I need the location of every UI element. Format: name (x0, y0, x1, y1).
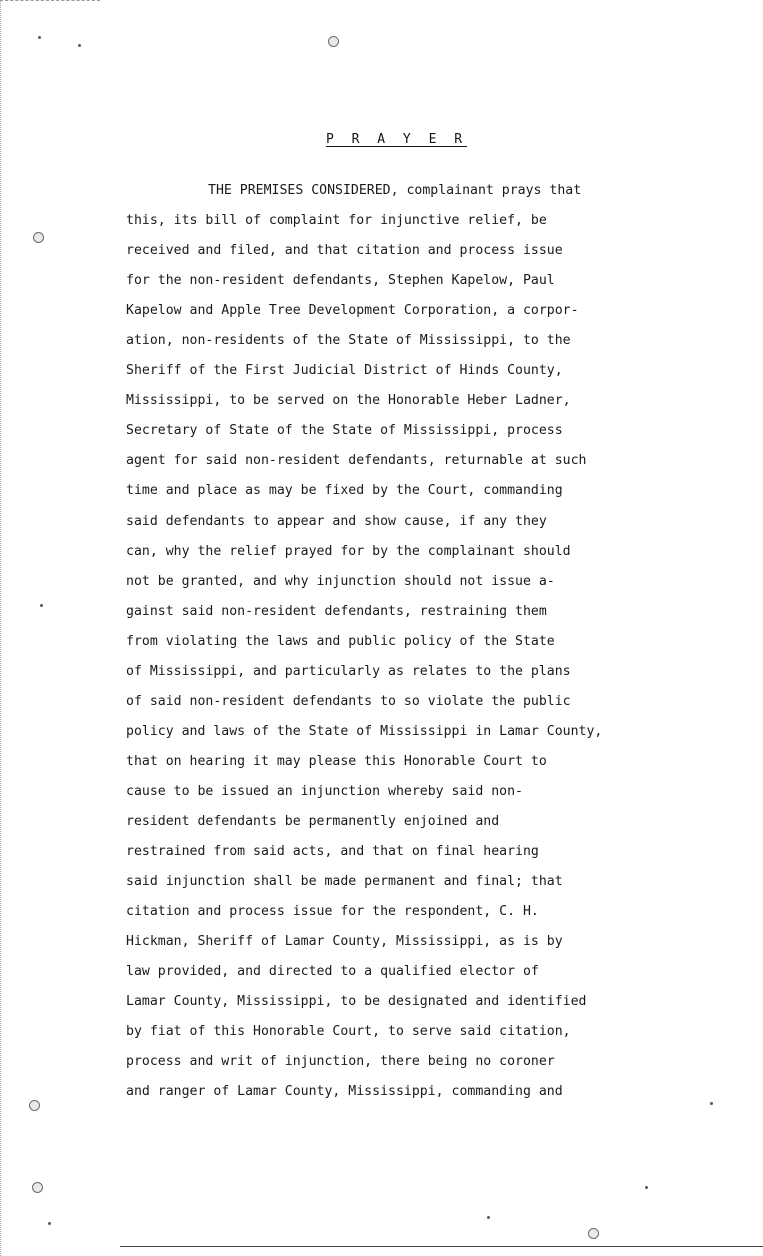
scan-bottom-edge (120, 1246, 763, 1249)
paragraph-line: and ranger of Lamar County, Mississippi, commanding and (126, 1084, 563, 1100)
paragraph-line: this, its bill of complaint for injunctive relief, be (126, 213, 547, 229)
paragraph-line: Secretary of State of the State of Mississippi, process (126, 423, 563, 439)
scan-speck (78, 44, 81, 47)
scan-speck (710, 1102, 713, 1105)
paragraph-line: said injunction shall be made permanent and final; that (126, 874, 563, 890)
paragraph-line: by fiat of this Honorable Court, to serve said citation, (126, 1024, 571, 1040)
scan-speck (38, 36, 41, 39)
paragraph-line: for the non-resident defendants, Stephen Kapelow, Paul (126, 273, 555, 289)
prayer-paragraph (126, 176, 686, 1107)
paragraph-line: Hickman, Sheriff of Lamar County, Mississippi, as is by (126, 934, 563, 950)
paragraph-line: THE PREMISES CONSIDERED, complainant prays that (208, 183, 582, 198)
paragraph-line: process and writ of injunction, there being no coroner (126, 1054, 555, 1070)
scan-speck (645, 1186, 648, 1189)
paragraph-line: restrained from said acts, and that on final hearing (126, 844, 539, 860)
paragraph-line: of Mississippi, and particularly as relates to the plans (126, 663, 571, 679)
scan-top-edge (0, 0, 100, 3)
document-heading: P R A Y E R (325, 132, 468, 147)
scan-speck (487, 1216, 490, 1219)
paragraph-line: agent for said non-resident defendants, returnable at such (126, 453, 587, 469)
paragraph-line: policy and laws of the State of Mississippi in Lamar County, (126, 723, 603, 739)
paragraph-line: Kapelow and Apple Tree Development Corporation, a corpor- (126, 303, 579, 319)
paragraph-line: time and place as may be fixed by the Court, commanding (126, 483, 563, 499)
paragraph-line: Sheriff of the First Judicial District of Hinds County, (126, 363, 563, 379)
punch-hole-mark (32, 1182, 43, 1193)
paragraph-line: said defendants to appear and show cause, if any they (126, 513, 547, 529)
paragraph-line: of said non-resident defendants to so violate the public (126, 693, 571, 709)
paragraph-line: Lamar County, Mississippi, to be designated and identified (126, 994, 587, 1010)
paragraph-line: that on hearing it may please this Honorable Court to (126, 753, 547, 769)
paragraph-line: cause to be issued an injunction whereby said non- (126, 783, 523, 799)
punch-hole-mark (33, 232, 44, 243)
paragraph-line: can, why the relief prayed for by the complainant should (126, 543, 571, 559)
paragraph-line: gainst said non-resident defendants, restraining them (126, 603, 547, 619)
paragraph-line: from violating the laws and public policy of the State (126, 633, 555, 649)
scan-left-edge (0, 0, 5, 1256)
paragraph-line: resident defendants be permanently enjoined and (126, 813, 500, 829)
scan-speck (40, 604, 43, 607)
paragraph-line: law provided, and directed to a qualified elector of (126, 964, 539, 980)
punch-hole-mark (29, 1100, 40, 1111)
paragraph-line: ation, non-residents of the State of Mississippi, to the (126, 333, 571, 349)
punch-hole-mark (328, 36, 339, 47)
scan-speck (48, 1222, 51, 1225)
paragraph-line: Mississippi, to be served on the Honorable Heber Ladner, (126, 393, 571, 409)
paragraph-line: citation and process issue for the respondent, C. H. (126, 904, 539, 920)
punch-hole-mark (588, 1228, 599, 1239)
paragraph-line: not be granted, and why injunction should not issue a- (126, 573, 555, 589)
paragraph-line: received and filed, and that citation and process issue (126, 243, 563, 259)
